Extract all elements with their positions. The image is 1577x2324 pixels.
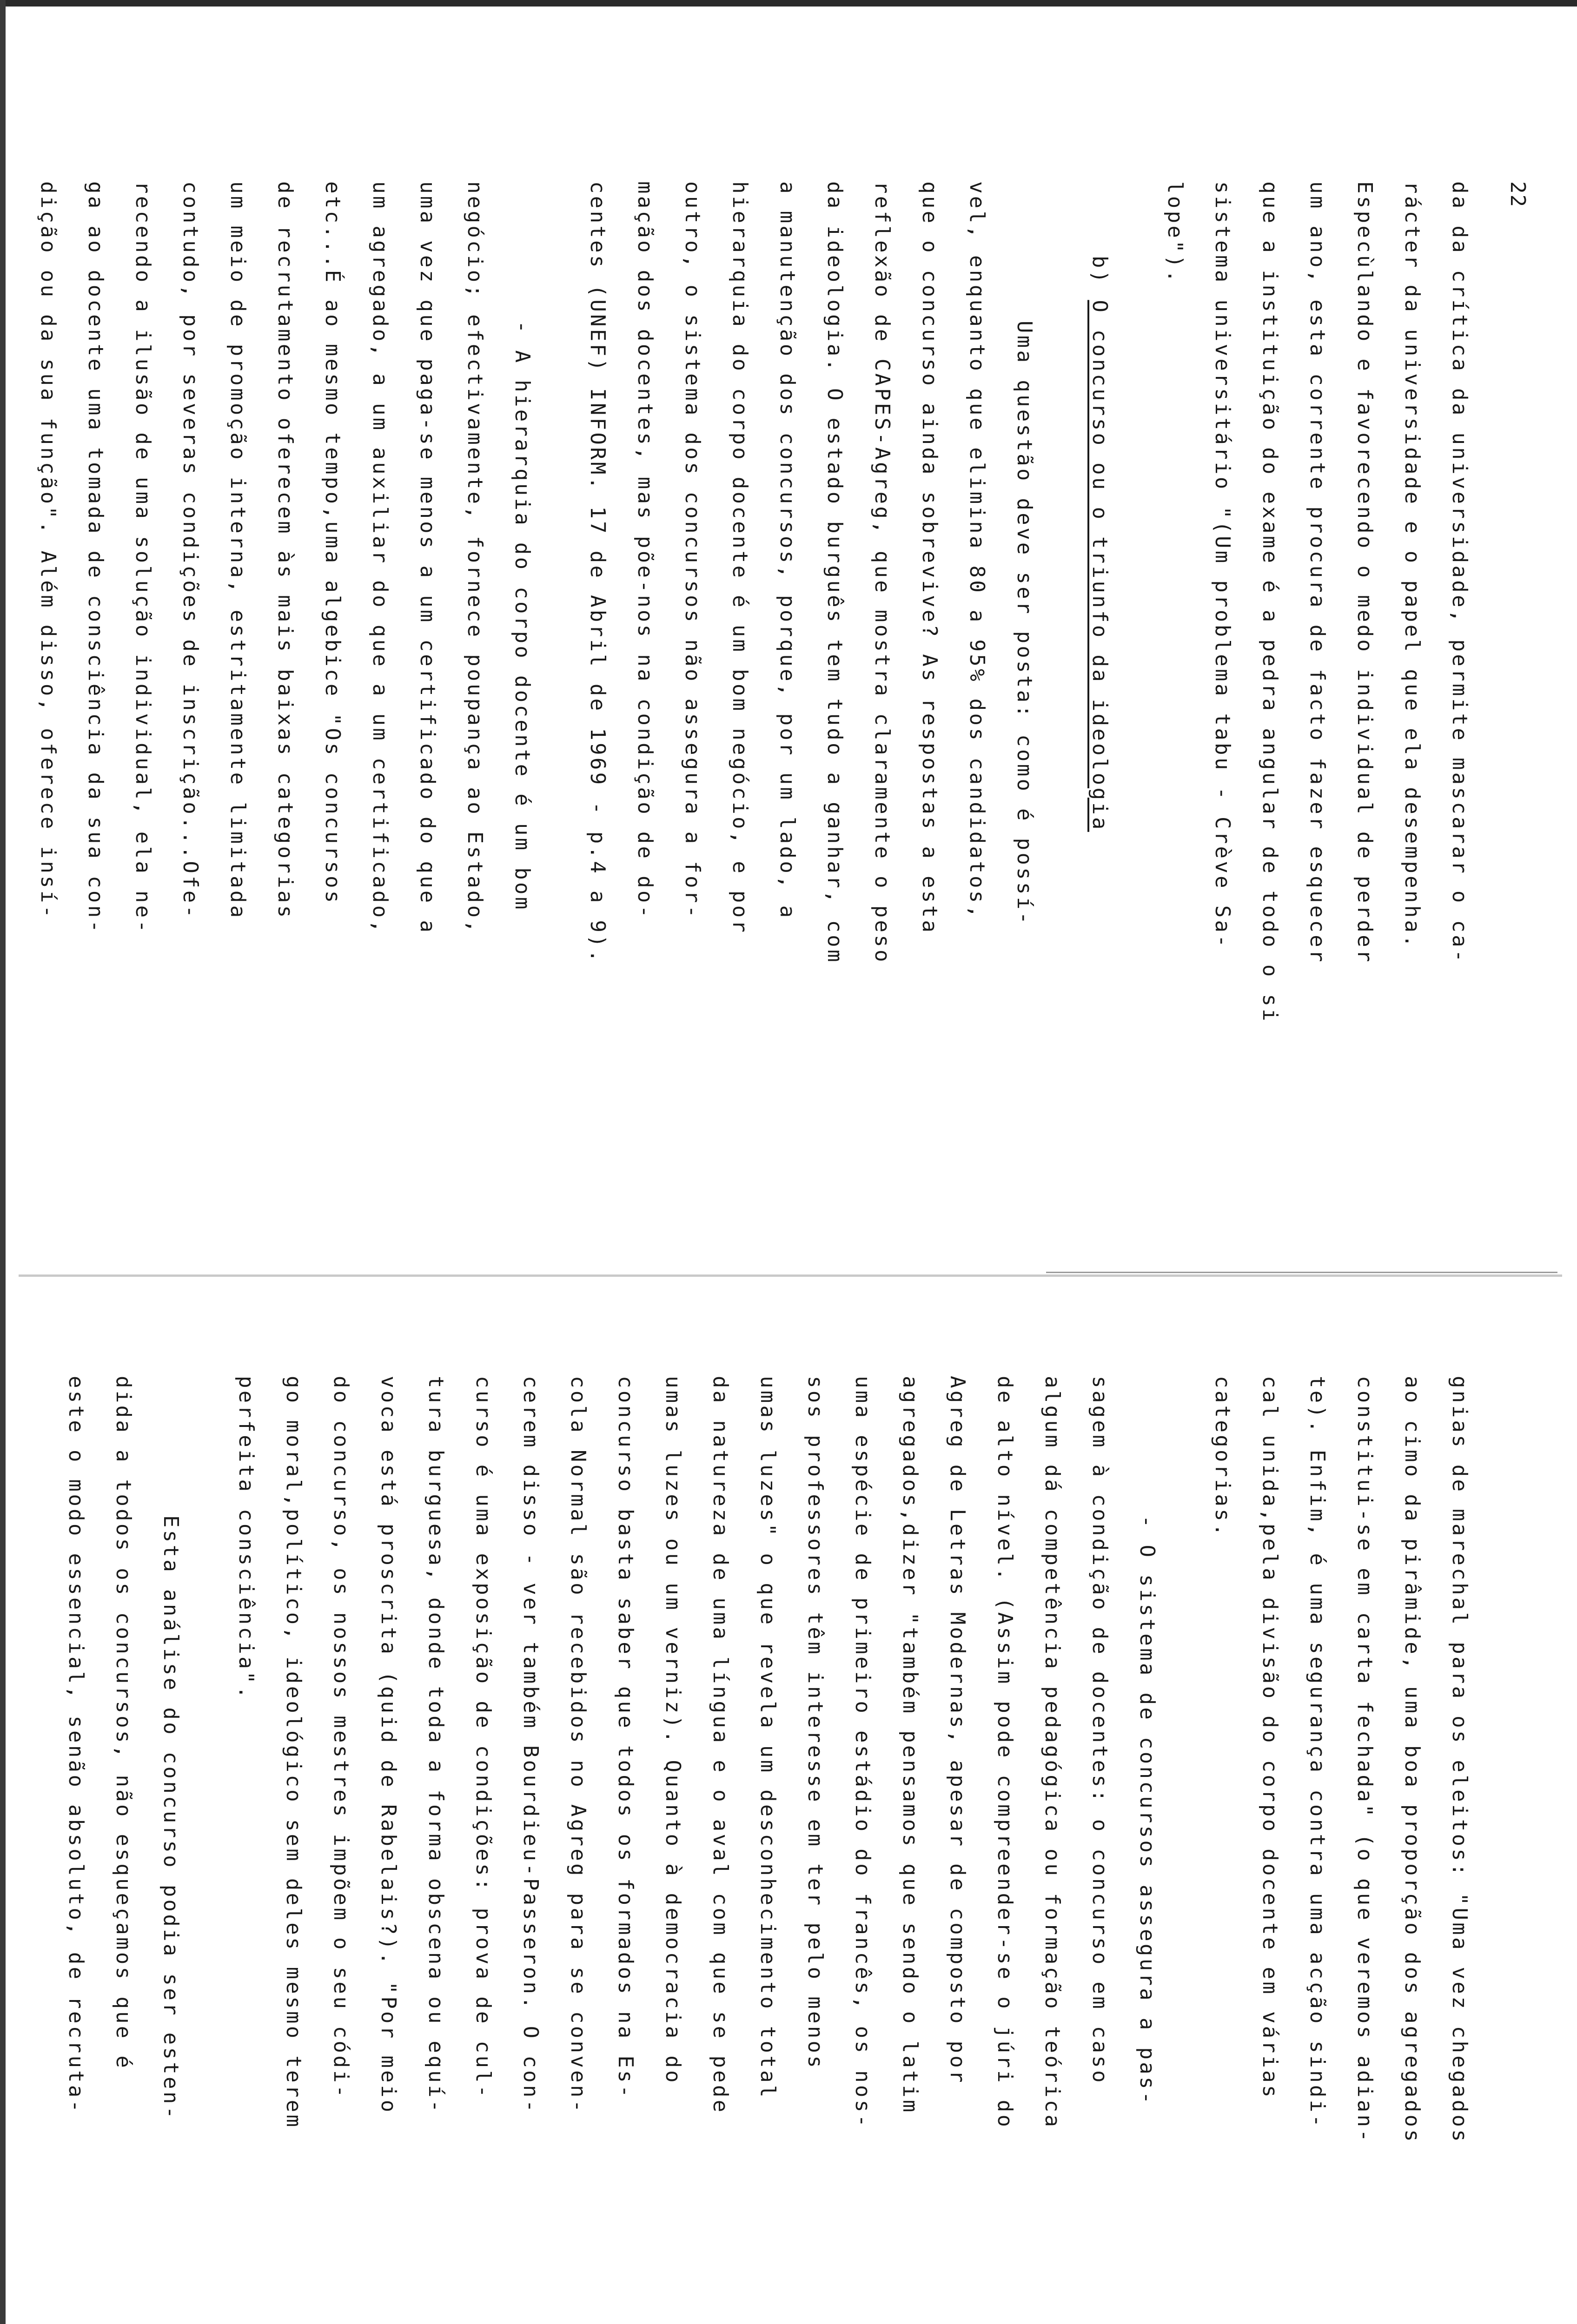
scan-border-top — [0, 0, 1577, 7]
text-line: cal unida,pela divisão do corpo docente em várias — [1258, 1376, 1282, 2100]
page-22 — [36, 181, 1530, 1250]
text-line: perfeita consciência". — [234, 1376, 258, 1701]
text-line: constitui-se em carta fechada" (o que veremos adian- — [1353, 1376, 1377, 2145]
text-line: do concurso, os nossos mestres impõem o seu códi- — [329, 1376, 353, 2100]
text-line: - A hierarquia do corpo docente é um bom — [510, 321, 534, 912]
text-line: go moral,político, ideológico sem deles mesmo terem — [282, 1376, 305, 2130]
text-line: algum dá competência pedagógica ou formação teórica — [1040, 1376, 1064, 2130]
text-line: que a instituição do exame é a pedra angular de todo o si — [1258, 181, 1282, 1024]
section-heading-prefix: b) — [1088, 256, 1112, 300]
text-line: mação dos docentes, mas põe-nos na condição de do- — [633, 181, 657, 920]
text-line: cola Normal são recebidos no Agreg para se conven- — [566, 1376, 590, 2115]
scan-border-left — [0, 0, 6, 2324]
text-line: dida a todos os concursos, não esqueçamos que é — [112, 1376, 135, 2071]
section-heading — [1076, 181, 1123, 1250]
text-line: Agreg de Letras Modernas, apesar de composto por — [946, 1376, 969, 2085]
text-line: ga ao docente uma tomada de consciência da sua con- — [84, 181, 107, 935]
text-line: hierarquia do corpo docente é um bom negócio, e por — [728, 181, 752, 935]
text-line: um ano, esta corrente procura de facto fazer esquecer — [1305, 181, 1329, 964]
page-number: 22 — [1506, 181, 1530, 208]
text-line: tura burguesa, donde toda a forma obscena ou equí- — [424, 1376, 448, 2115]
text-line: categorias. — [1211, 1376, 1234, 1538]
page-body — [52, 1376, 1483, 2324]
text-line: uma espécie de primeiro estádio do francês, os nos- — [851, 1376, 875, 2130]
text-line: de alto nível. (Assim pode compreender-se o júri do — [993, 1376, 1017, 2130]
text-line: este o modo essencial, senão absoluto, de recruta- — [64, 1376, 88, 2115]
text-line: Uma questão deve ser posta: como é possí- — [1013, 321, 1036, 927]
text-line: um agregado, a um auxiliar do que a um certificado, — [368, 181, 392, 935]
text-line: sistema universitário "(Um problema tabu - Crève Sa- — [1211, 181, 1234, 950]
text-line: da ideologia. O estado burguês tem tudo a ganhar, com — [823, 181, 847, 964]
text-line: cerem disso - ver também Bourdieu-Passeron. O con- — [519, 1376, 543, 2115]
text-line: contudo, por severas condições de inscrição...Ofe- — [179, 181, 202, 920]
text-line: um meio de promoção interna, estritamente limitada — [226, 181, 250, 920]
text-line: gnias de marechal para os eleitos: "Uma vez chegados — [1448, 1376, 1471, 2145]
page-fold-shadow — [1046, 1272, 1557, 1273]
text-line: sagem à condição de docentes: o concurso em caso — [1088, 1376, 1112, 2085]
section-heading-title: O concurso ou o triunfo da ideologia — [1088, 300, 1112, 832]
text-line: Esta análise do concurso podia ser esten- — [159, 1515, 183, 2121]
text-line: Especùlando e favorecendo o medo individual de perder — [1353, 181, 1377, 964]
text-line: vel, enquanto que elimina 80 a 95% dos candidatos, — [965, 181, 989, 920]
text-line: uma vez que paga-se menos a um certificado do que a — [416, 181, 439, 935]
page-body — [24, 181, 1483, 1250]
text-line: negócio; efectivamente, fornece poupança ao Estado, — [463, 181, 487, 935]
text-line: a manutenção dos concursos, porque, por um lado, a — [775, 181, 799, 920]
page-23 — [42, 1376, 1530, 2324]
text-line: curso é uma exposição de condições: prova de cul- — [471, 1376, 495, 2100]
text-line: dição ou da sua função". Além disso, oferece insí- — [36, 181, 60, 920]
text-line: te). Enfim, é uma segurança contra uma acção sindi- — [1305, 1376, 1329, 2130]
page-fold-line — [19, 1274, 1562, 1277]
text-line: outro, o sistema dos concursos não assegura a for- — [681, 181, 704, 920]
text-line: rácter da universidade e o papel que ela desempenha. — [1400, 181, 1424, 950]
text-line: etc...É ao mesmo tempo,uma algebice "Os concursos — [321, 181, 345, 905]
text-line: voca está proscrita (quid de Rabelais?). "Por meio — [377, 1376, 400, 2115]
text-line: que o concurso ainda sobrevive? As respostas a esta — [918, 181, 941, 935]
text-line: de recrutamento oferecem às mais baixas categorias — [273, 181, 297, 920]
text-line: reflexão de CAPES-Agreg, que mostra claramente o peso — [870, 181, 894, 964]
text-line: da natureza de uma língua e o aval com que se pede — [709, 1376, 732, 2115]
text-line: centes (UNEF) INFORM. 17 de Abril de 1969 - p.4 a 9). — [586, 181, 610, 964]
text-line: umas luzes" o que revela um desconhecimento total — [756, 1376, 780, 2100]
text-line: - O sistema de concursos assegura a pas- — [1135, 1515, 1159, 2106]
text-line: sos professores têm interesse em ter pelo menos — [803, 1376, 827, 2071]
text-line: ao cimo da pirâmide, uma boa proporção dos agregados — [1400, 1376, 1424, 2145]
text-line: umas luzes ou um verniz). Quanto à democracia do — [661, 1376, 685, 2085]
text-line: concurso basta saber que todos os formados na Es- — [614, 1376, 637, 2100]
text-line: da da crítica da universidade, permite mascarar o ca- — [1448, 181, 1471, 964]
text-line: lope"). — [1163, 181, 1187, 285]
text-line: agregados,dizer "também pensamos que sendo o latim — [898, 1376, 922, 2115]
text-line: recendo a ilusão de uma solução individual, ela ne- — [131, 181, 155, 935]
